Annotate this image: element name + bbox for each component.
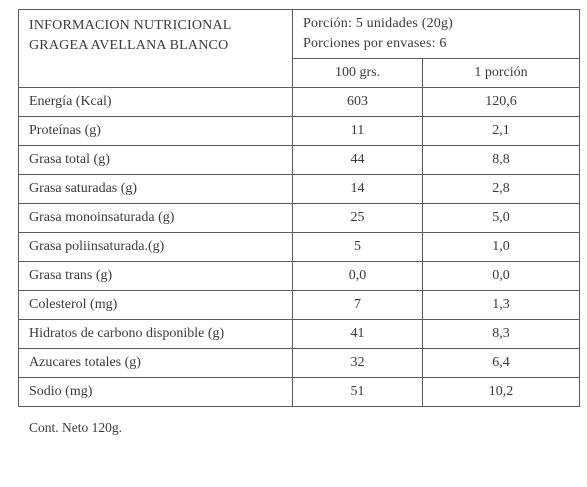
value-portion: 8,8 [423, 146, 580, 175]
table-row [19, 378, 580, 407]
value-100g: 0,0 [293, 262, 423, 291]
value-portion: 8,3 [423, 320, 580, 349]
value-portion: 5,0 [423, 204, 580, 233]
table-row [19, 349, 580, 378]
column-header-100g: 100 grs. [293, 59, 423, 88]
value-portion: 10,2 [423, 378, 580, 407]
nutrient-name: Hidratos de carbono disponible (g) [19, 320, 293, 349]
product-title [19, 10, 293, 88]
value-portion: 2,1 [423, 117, 580, 146]
table-row [19, 262, 580, 291]
value-100g: 11 [293, 117, 423, 146]
value-100g: 41 [293, 320, 423, 349]
serving-size: Porción: 5 unidades (20g) [303, 16, 454, 31]
title-line-2: GRAGEA AVELLANA BLANCO [29, 38, 229, 53]
nutrient-name: Energía (Kcal) [19, 88, 293, 117]
nutrient-name: Sodio (mg) [19, 378, 293, 407]
nutrient-name: Grasa monoinsaturada (g) [19, 204, 293, 233]
table-row [19, 117, 580, 146]
value-100g: 25 [293, 204, 423, 233]
value-100g: 14 [293, 175, 423, 204]
value-100g: 32 [293, 349, 423, 378]
table-row [19, 175, 580, 204]
header-row [19, 10, 580, 59]
value-100g: 44 [293, 146, 423, 175]
nutrient-name: Azucares totales (g) [19, 349, 293, 378]
servings-per-container: Porciones por envases: 6 [303, 36, 447, 51]
title-line-1: INFORMACION NUTRICIONAL [29, 18, 232, 33]
column-header-portion: 1 porción [423, 59, 580, 88]
value-100g: 7 [293, 291, 423, 320]
value-100g: 5 [293, 233, 423, 262]
table-row [19, 320, 580, 349]
table-row [19, 146, 580, 175]
value-100g: 603 [293, 88, 423, 117]
nutrient-name: Grasa trans (g) [19, 262, 293, 291]
net-content-note: Cont. Neto 120g. [29, 420, 122, 435]
table-row [19, 233, 580, 262]
table-row [19, 88, 580, 117]
value-portion: 1,0 [423, 233, 580, 262]
nutrient-name: Grasa poliinsaturada.(g) [19, 233, 293, 262]
value-portion: 2,8 [423, 175, 580, 204]
value-portion: 1,3 [423, 291, 580, 320]
nutrition-table [18, 9, 580, 407]
serving-info [293, 10, 580, 59]
value-portion: 6,4 [423, 349, 580, 378]
nutrient-name: Grasa saturadas (g) [19, 175, 293, 204]
value-portion: 120,6 [423, 88, 580, 117]
nutrient-name: Colesterol (mg) [19, 291, 293, 320]
value-100g: 51 [293, 378, 423, 407]
nutrient-name: Grasa total (g) [19, 146, 293, 175]
nutrient-name: Proteínas (g) [19, 117, 293, 146]
table-row [19, 204, 580, 233]
table-row [19, 291, 580, 320]
value-portion: 0,0 [423, 262, 580, 291]
